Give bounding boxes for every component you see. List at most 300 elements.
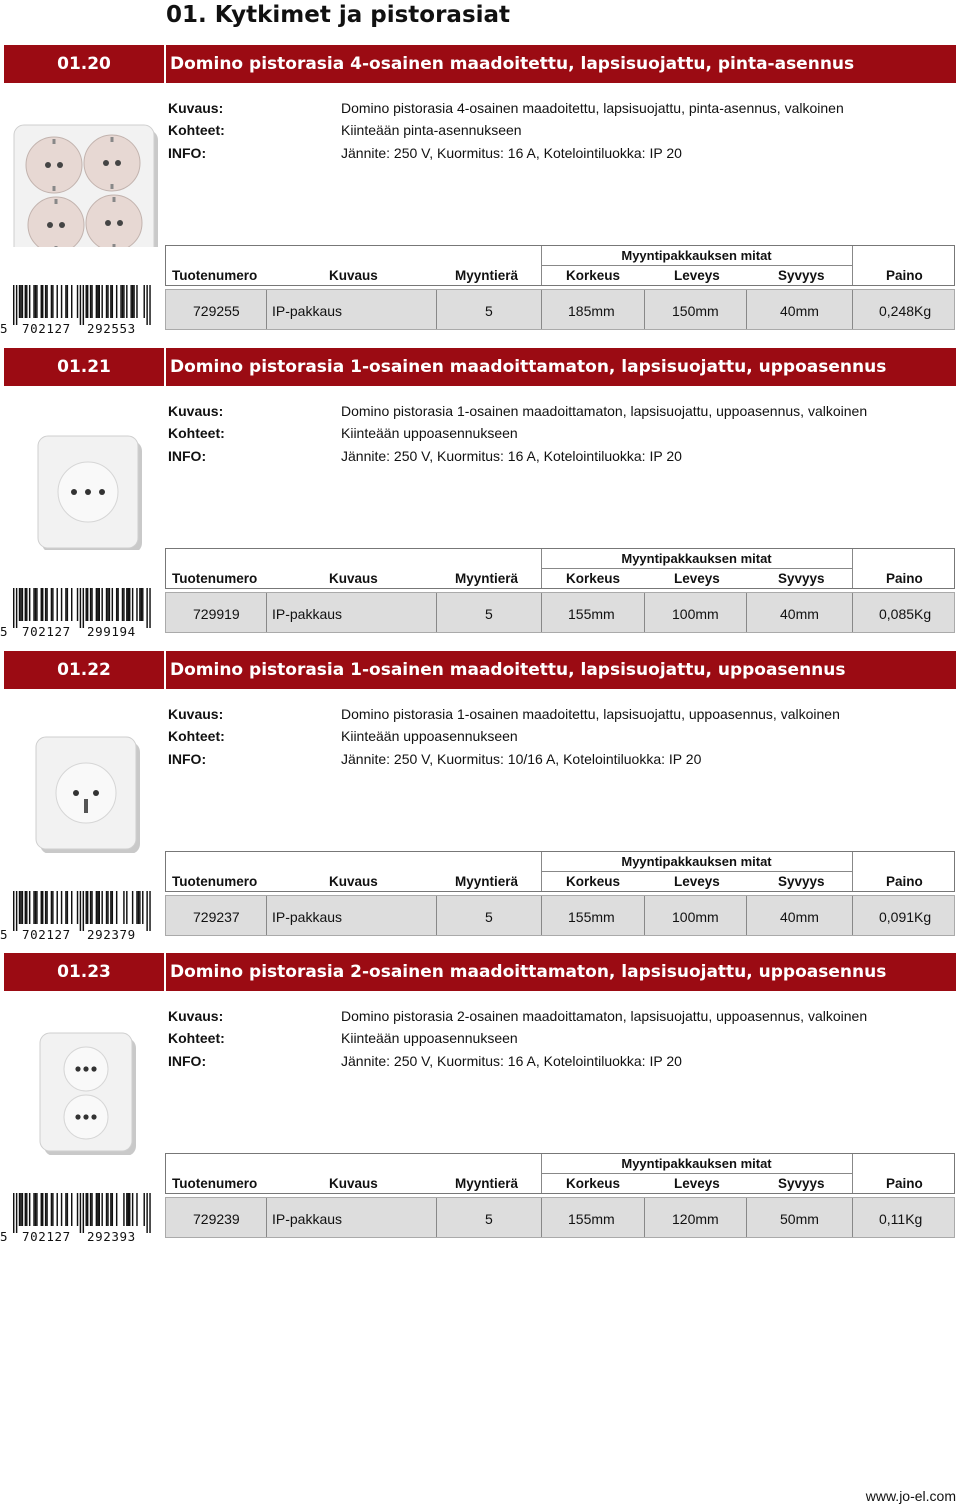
cell-tuotenumero: 729919 [193,606,240,622]
barcode-bar [20,1193,21,1226]
section-title: Domino pistorasia 1-osainen maadoittamaton, lapsisuojattu, uppoasennus [170,357,887,377]
barcode-bar [107,1193,108,1226]
barcode-bar [42,1193,43,1226]
barcode-bar [139,891,140,924]
kuvaus-label: Kuvaus: [168,1008,224,1024]
section-band [4,45,956,83]
cell-leveys: 150mm [672,303,719,319]
header-syvyys: Syvyys [778,571,825,586]
barcode-bar [126,588,127,621]
row-divider [644,290,645,329]
barcode-bar [99,1193,100,1226]
header-kuvaus: Kuvaus [329,874,378,889]
barcode-bar [86,891,87,924]
cell-korkeus: 155mm [568,909,615,925]
barcode-bar [46,1193,47,1226]
barcode-right-digits: 292553 [87,321,136,336]
cell-leveys: 100mm [672,606,719,622]
barcode-bar [51,1193,52,1226]
barcode-bar [136,891,137,924]
barcode-bar [86,285,87,318]
barcode-bar [80,588,81,628]
barcode-bar [57,588,58,621]
barcode-bar [149,285,150,325]
barcode-bar [130,285,131,318]
barcode-bar [87,285,88,318]
barcode-bar [106,891,107,924]
kohteet-label: Kohteet: [168,425,225,441]
barcode-bar [36,285,37,318]
spec-table [165,851,955,936]
barcode-bar [129,588,130,621]
barcode-bar [26,588,27,621]
cell-leveys: 120mm [672,1211,719,1227]
barcode-bar [123,891,124,924]
row-divider [644,593,645,632]
barcode-right-digits: 292379 [87,927,136,942]
barcode-bar [26,285,27,318]
barcode-bar [132,588,133,621]
product-section [0,953,960,1256]
cell-kuvaus: IP-pakkaus [272,909,343,925]
kohteet-line [0,422,960,444]
cell-myyntiera: 5 [485,303,493,319]
section-code: 01.21 [57,357,111,377]
header-tuotenumero: Tuotenumero [172,268,258,283]
header-myyntiera: Myyntierä [455,571,519,586]
kuvaus-value: Domino pistorasia 1-osainen maadoittamaton, lapsisuojattu, uppoasennus, valkoinen [341,403,868,419]
band-divider [164,953,166,991]
header-group-label: Myyntipakkauksen mitat [621,1156,772,1171]
barcode-bar [42,891,43,924]
section-band [4,651,956,689]
header-leveys: Leveys [674,571,720,586]
kuvaus-value: Domino pistorasia 2-osainen maadoittamaton, lapsisuojattu, uppoasennus, valkoinen [341,1008,868,1024]
barcode-bar [25,891,26,924]
header-divider [852,549,853,588]
barcode-bar [36,1193,37,1226]
barcode-bar [110,285,111,318]
barcode-bar [90,285,91,318]
barcode-bar [97,588,98,621]
section-title: Domino pistorasia 2-osainen maadoittamaton, lapsisuojattu, uppoasennus [170,962,887,982]
barcode-bar [61,1193,62,1226]
barcode-bar [101,588,102,621]
spec-table-header [165,245,955,286]
spec-table-header [165,548,955,589]
barcode-left-digits: 702127 [22,927,71,942]
barcode-bar [91,1193,92,1226]
barcode-bar [42,285,43,318]
kohteet-value: Kiinteään uppoasennukseen [341,425,518,441]
info-value: Jännite: 250 V, Kuormitus: 16 A, Kotelointiluokka: IP 20 [341,145,682,161]
barcode-bar [86,1193,87,1226]
info-line [0,1050,960,1072]
barcode-bar [99,891,100,924]
barcode-bar [110,1193,111,1226]
header-kuvaus: Kuvaus [329,268,378,283]
barcode-bar [33,588,34,621]
band-divider [164,348,166,386]
cell-myyntiera: 5 [485,1211,493,1227]
barcode-bar [141,588,142,621]
barcode-bar [35,891,36,924]
barcode-bar [20,285,21,318]
kohteet-line [0,1027,960,1049]
kuvaus-value: Domino pistorasia 1-osainen maadoitettu, lapsisuojattu, uppoasennus, valkoinen [341,706,840,722]
info-line [0,445,960,467]
barcode-bar [107,588,108,621]
kohteet-value: Kiinteään uppoasennukseen [341,728,518,744]
barcode-bar [57,1193,58,1226]
header-kuvaus: Kuvaus [329,1176,378,1191]
row-divider [852,896,853,935]
info-label: INFO: [168,145,207,161]
barcode-bar [36,588,37,621]
barcode-bar [16,285,17,325]
barcode [0,1193,155,1244]
barcode-bar [65,891,66,924]
barcode-bar [71,891,72,924]
barcode-bar [86,588,87,621]
barcode-bar [133,285,134,318]
barcode-bar [65,588,66,621]
barcode-bar [52,891,53,924]
barcode-bars [13,588,152,628]
product-section [0,45,960,348]
barcode [0,285,155,336]
barcode-bar [96,588,97,621]
barcode-bar [149,891,150,931]
kohteet-label: Kohteet: [168,728,225,744]
barcode-bar [123,285,124,318]
barcode-bar [52,285,53,318]
header-myyntiera: Myyntierä [455,1176,519,1191]
barcode-bar [96,891,97,924]
barcode-bar [116,891,117,924]
band-divider [164,651,166,689]
row-divider [436,896,437,935]
barcode-bar [65,1193,66,1226]
barcode-bar [101,285,102,318]
row-divider [746,896,747,935]
barcode-bar [45,891,46,924]
row-divider [644,1198,645,1237]
barcode-bar [67,1193,68,1226]
header-leveys: Leveys [674,874,720,889]
header-korkeus: Korkeus [566,268,621,283]
barcode [0,891,155,942]
barcode-bar [112,891,113,924]
barcode-bar [112,285,113,318]
barcode-right-digits: 299194 [87,624,136,639]
barcode-bar [87,588,88,621]
barcode-bar [46,588,47,621]
barcode-bar [91,588,92,621]
barcode-bar [120,285,121,318]
barcode-bar [107,891,108,924]
barcode-bar [61,891,62,924]
cell-kuvaus: IP-pakkaus [272,606,343,622]
header-divider [852,852,853,891]
barcode-bar [144,285,145,318]
kuvaus-line [0,400,960,422]
kohteet-value: Kiinteään pinta-asennukseen [341,122,522,138]
barcode-bar [41,285,42,318]
barcode-lead-digit: 5 [0,927,9,942]
barcode-bars [13,1193,152,1233]
kuvaus-label: Kuvaus: [168,403,224,419]
info-label: INFO: [168,448,207,464]
header-kuvaus: Kuvaus [329,571,378,586]
barcode-bar [77,891,78,924]
barcode-bar [87,891,88,924]
barcode-bar [91,285,92,318]
kuvaus-label: Kuvaus: [168,100,224,116]
barcode-bar [142,891,143,924]
barcode-bars [13,285,152,325]
cell-tuotenumero: 729239 [193,1211,240,1227]
spec-table [165,245,955,330]
section-code: 01.23 [57,962,111,982]
cell-paino: 0,085Kg [879,606,932,622]
cell-korkeus: 185mm [568,303,615,319]
barcode-bar [19,891,20,924]
barcode-bar [116,285,117,318]
header-group-label: Myyntipakkauksen mitat [621,854,772,869]
cell-korkeus: 155mm [568,606,615,622]
barcode-bar [29,1193,30,1226]
barcode-bar [136,588,137,621]
barcode-bar [35,285,36,318]
info-value: Jännite: 250 V, Kuormitus: 10/16 A, Kotelointiluokka: IP 20 [341,751,702,767]
barcode-bar [19,1193,20,1226]
section-code: 01.20 [57,54,111,74]
table-row [165,1197,955,1238]
barcode-bar [36,891,37,924]
header-myyntiera: Myyntierä [455,874,519,889]
header-syvyys: Syvyys [778,1176,825,1191]
cell-syvyys: 40mm [780,606,819,622]
page-title: 01. Kytkimet ja pistorasiat [166,2,511,28]
barcode-bar [132,1193,133,1226]
cell-kuvaus: IP-pakkaus [272,303,343,319]
barcode-left-digits: 702127 [22,624,71,639]
cell-syvyys: 40mm [780,303,819,319]
barcode-bar [52,588,53,621]
barcode-bar [90,588,91,621]
barcode-bar [116,1193,117,1226]
table-row [165,592,955,633]
barcode-bar [77,588,78,621]
barcode-bar [116,588,117,621]
barcode-bar [123,588,124,621]
barcode-bar [41,891,42,924]
row-divider [541,896,542,935]
cell-korkeus: 155mm [568,1211,615,1227]
info-value: Jännite: 250 V, Kuormitus: 16 A, Kotelointiluokka: IP 20 [341,1053,682,1069]
barcode-bar [117,588,118,621]
barcode-bar [149,588,150,628]
barcode-bar [112,588,113,621]
barcode-bar [83,1193,84,1233]
barcode-bar [71,285,72,318]
kuvaus-label: Kuvaus: [168,706,224,722]
barcode-bar [67,285,68,318]
barcode-bar [122,588,123,621]
cell-syvyys: 50mm [780,1211,819,1227]
footer-url[interactable]: www.jo-el.com [865,1488,956,1504]
barcode-bar [61,588,62,621]
header-syvyys: Syvyys [778,268,825,283]
barcode-bar [26,1193,27,1226]
barcode-lead-digit: 5 [0,624,9,639]
section-band [4,953,956,991]
header-tuotenumero: Tuotenumero [172,1176,258,1191]
barcode-bar [90,891,91,924]
barcode-bar [107,285,108,318]
barcode-bar [22,285,23,318]
barcode-bar [77,1193,78,1226]
kuvaus-line [0,703,960,725]
barcode-bar [146,1193,147,1233]
barcode-bar [91,891,92,924]
barcode-bar [51,285,52,318]
barcode-bar [45,1193,46,1226]
barcode-bar [129,1193,130,1226]
header-myyntiera: Myyntierä [455,268,519,283]
header-paino: Paino [886,874,923,889]
row-divider [541,290,542,329]
barcode-bar [80,891,81,931]
barcode-bar [41,588,42,621]
barcode-bar [51,891,52,924]
spec-table [165,548,955,633]
kuvaus-line [0,97,960,119]
header-korkeus: Korkeus [566,874,621,889]
cell-paino: 0,091Kg [879,909,932,925]
barcode-bar [97,891,98,924]
table-row [165,895,955,936]
barcode-bar [22,1193,23,1226]
spec-table-header [165,851,955,892]
barcode-bar [57,891,58,924]
barcode-bar [128,1193,129,1226]
product-section [0,348,960,651]
barcode-bar [136,1193,137,1226]
barcode [0,588,155,639]
header-divider [852,246,853,285]
barcode-bar [122,285,123,318]
barcode-bar [67,588,68,621]
barcode-bar [80,285,81,325]
barcode-bar [106,285,107,318]
barcode-bar [142,588,143,621]
barcode-bar [96,285,97,318]
barcode-bar [52,1193,53,1226]
barcode-bar [67,891,68,924]
header-tuotenumero: Tuotenumero [172,874,258,889]
row-divider [746,593,747,632]
barcode-bar [87,1193,88,1226]
row-divider [746,1198,747,1237]
barcode-bar [22,588,23,621]
barcode-bar [46,285,47,318]
barcode-bar [51,588,52,621]
barcode-bar [33,285,34,318]
header-tuotenumero: Tuotenumero [172,571,258,586]
barcode-bar [101,891,102,924]
cell-myyntiera: 5 [485,909,493,925]
info-value: Jännite: 250 V, Kuormitus: 16 A, Kotelointiluokka: IP 20 [341,448,682,464]
barcode-bar [106,588,107,621]
barcode-bar [146,285,147,325]
barcode-bar [16,891,17,931]
kohteet-label: Kohteet: [168,122,225,138]
cell-tuotenumero: 729237 [193,909,240,925]
kohteet-line [0,119,960,141]
barcode-bar [132,891,133,924]
kohteet-value: Kiinteään uppoasennukseen [341,1030,518,1046]
barcode-bar [35,1193,36,1226]
barcode-bar [146,588,147,628]
barcode-lead-digit: 5 [0,321,9,336]
section-title: Domino pistorasia 1-osainen maadoitettu, lapsisuojattu, uppoasennus [170,660,846,680]
barcode-bar [109,588,110,621]
barcode-bar [25,285,26,318]
barcode-bar [33,891,34,924]
barcode-bar [16,588,17,628]
barcode-bar [46,891,47,924]
barcode-bar [128,588,129,621]
product-section [0,651,960,954]
barcode-bar [35,588,36,621]
row-divider [436,290,437,329]
cell-syvyys: 40mm [780,909,819,925]
barcode-bar [144,1193,145,1226]
barcode-bar [71,1193,72,1226]
barcode-bar [97,285,98,318]
barcode-lead-digit: 5 [0,1229,9,1244]
barcode-bar [29,285,30,318]
kuvaus-value: Domino pistorasia 4-osainen maadoitettu, lapsisuojattu, pinta-asennus, valkoinen [341,100,844,116]
barcode-bar [26,891,27,924]
barcode-bar [13,891,14,931]
barcode-bar [99,588,100,621]
row-divider [852,1198,853,1237]
row-divider [746,290,747,329]
band-divider [164,45,166,83]
barcode-bar [45,588,46,621]
section-code: 01.22 [57,660,111,680]
barcode-bar [29,891,30,924]
info-line [0,142,960,164]
barcode-bar [16,1193,17,1233]
barcode-bar [22,891,23,924]
barcode-bar [13,1193,14,1233]
barcode-bar [65,285,66,318]
spec-table-header [165,1153,955,1194]
cell-leveys: 100mm [672,909,719,925]
info-label: INFO: [168,1053,207,1069]
row-divider [541,1198,542,1237]
barcode-bar [20,891,21,924]
barcode-bar [146,891,147,931]
table-row [165,289,955,330]
section-band [4,348,956,386]
barcode-bar [136,285,137,318]
section-title: Domino pistorasia 4-osainen maadoitettu, lapsisuojattu, pinta-asennus [170,54,855,74]
